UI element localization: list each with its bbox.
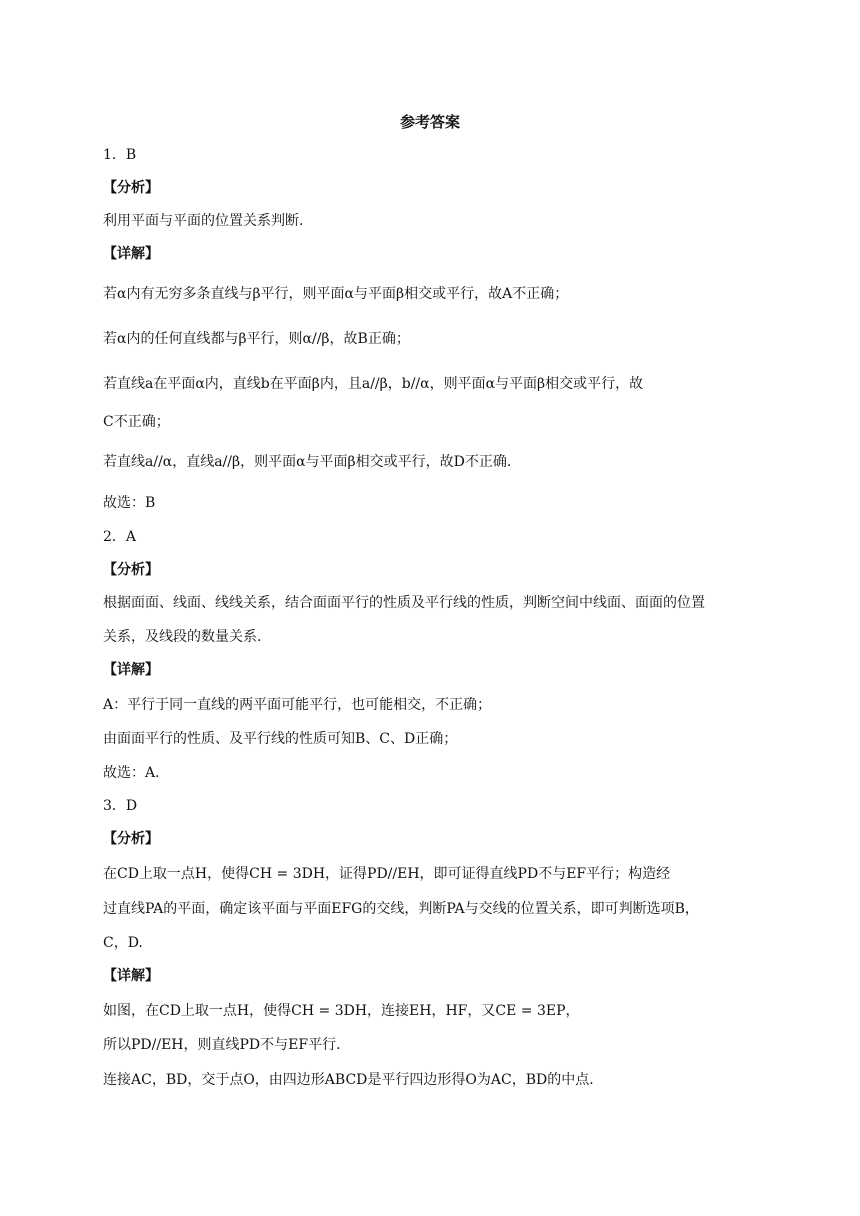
section-heading-detail: 【详解】 [103,968,159,984]
q2-answer: 2．A [103,529,137,545]
paragraph-line: 若α内有无穷多条直线与β平行，则平面α与平面β相交或平行，故A不正确； [103,286,569,302]
paragraph-line: 故选：A. [103,765,160,781]
page-title: 参考答案 [399,113,460,131]
paragraph-line: A：平行于同一直线的两平面可能平行，也可能相交，不正确； [103,697,492,713]
q1-answer: 1．B [103,147,137,163]
section-heading-analysis: 【分析】 [103,831,159,847]
section-heading-analysis: 【分析】 [103,562,159,578]
section-heading-detail: 【详解】 [103,662,159,678]
paragraph-line: 根据面面、线面、线线关系，结合面面平行的性质及平行线的性质，判断空间中线面、面面的位置 [103,595,705,611]
paragraph-line: 所以PD//EH，则直线PD不与EF平行. [103,1037,341,1053]
paragraph-line: 由面面平行的性质、及平行线的性质可知B、C、D正确； [103,731,458,747]
paragraph-line: 若直线a//α，直线a//β，则平面α与平面β相交或平行，故D不正确. [103,454,512,470]
paragraph-line: 关系，及线段的数量关系. [103,629,262,645]
paragraph-line: 在CD上取一点H，使得CH = 3DH，证得PD//EH，即可证得直线PD不与EF平行；构造经 [103,866,671,882]
paragraph-line: 若α内的任何直线都与β平行，则α//β，故B正确； [103,331,410,347]
q3-answer: 3．D [103,798,138,814]
paragraph-line: 如图，在CD上取一点H，使得CH = 3DH，连接EH，HF，又CE = 3EP， [103,1003,580,1019]
paragraph-line: 过直线PA的平面，确定该平面与平面EFG的交线，判断PA与交线的位置关系，即可判断选项B， [103,901,699,917]
section-heading-detail: 【详解】 [103,246,159,262]
paragraph-line: 利用平面与平面的位置关系判断. [103,213,304,229]
paragraph-line: 连接AC，BD，交于点O，由四边形ABCD是平行四边形得O为AC，BD的中点. [103,1072,594,1088]
paragraph-line: 若直线a在平面α内，直线b在平面β内，且a//β，b//α，则平面α与平面β相交或平行，故 [103,376,644,392]
section-heading-analysis: 【分析】 [103,180,159,196]
paragraph-line: C不正确； [103,414,170,430]
paragraph-line: 故选：B [103,495,156,511]
paragraph-line: C，D. [103,935,143,951]
